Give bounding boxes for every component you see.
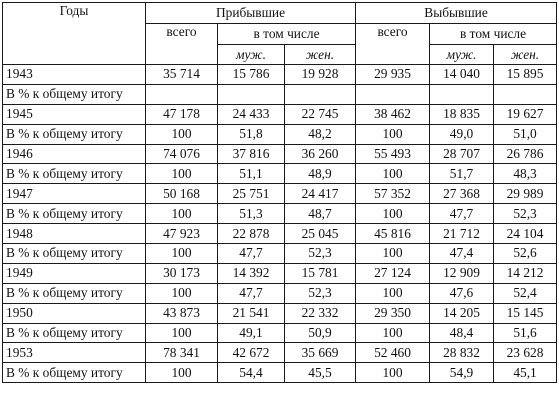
value-cell-d-f: 15 145 <box>494 303 557 323</box>
value-cell-a-f: 25 045 <box>285 224 356 244</box>
percent-cell-p-d-total: 100 <box>356 244 430 264</box>
value-cell-a-total: 43 873 <box>146 303 218 323</box>
table-row-year <box>3 224 557 244</box>
header-departed-total: всего <box>356 24 430 65</box>
percent-cell-p-d-m: 49,0 <box>430 124 494 144</box>
table-row-year <box>3 303 557 323</box>
percent-label-cell: В % к общему итогу <box>3 244 146 264</box>
table-row-year <box>3 263 557 283</box>
header-arrived-including: в том числе <box>218 24 356 45</box>
value-cell-d-f: 26 786 <box>494 144 557 164</box>
percent-cell-p-d-m <box>430 84 494 104</box>
value-cell-d-f: 14 212 <box>494 263 557 283</box>
value-cell-a-m: 15 786 <box>218 65 285 85</box>
header-years: Годы <box>3 3 146 65</box>
value-cell-d-total: 57 352 <box>356 184 430 204</box>
percent-cell-p-a-m: 51,1 <box>218 164 285 184</box>
value-cell-d-m: 27 368 <box>430 184 494 204</box>
table-row-percent <box>3 244 557 264</box>
percent-cell-p-d-f: 51,0 <box>494 124 557 144</box>
table-row-year <box>3 144 557 164</box>
percent-cell-p-d-m: 47,6 <box>430 283 494 303</box>
value-cell-d-f: 15 895 <box>494 65 557 85</box>
header-arrived: Прибывшие <box>146 3 356 24</box>
value-cell-d-total: 45 816 <box>356 224 430 244</box>
value-cell-d-m: 28 832 <box>430 343 494 363</box>
percent-cell-p-d-f: 52,6 <box>494 244 557 264</box>
value-cell-a-total: 35 714 <box>146 65 218 85</box>
header-arrived-total: всего <box>146 24 218 65</box>
value-cell-d-total: 29 350 <box>356 303 430 323</box>
percent-cell-p-d-m: 48,4 <box>430 323 494 343</box>
value-cell-d-f: 24 104 <box>494 224 557 244</box>
percent-cell-p-a-m: 51,3 <box>218 204 285 224</box>
migration-table <box>2 2 557 383</box>
value-cell-a-total: 74 076 <box>146 144 218 164</box>
value-cell-d-total: 55 493 <box>356 144 430 164</box>
percent-cell-p-d-total: 100 <box>356 124 430 144</box>
value-cell-a-total: 78 341 <box>146 343 218 363</box>
value-cell-a-total: 50 168 <box>146 184 218 204</box>
percent-label-cell: В % к общему итогу <box>3 84 146 104</box>
percent-cell-p-a-f: 48,9 <box>285 164 356 184</box>
percent-label-cell: В % к общему итогу <box>3 283 146 303</box>
percent-cell-p-d-f: 52,3 <box>494 204 557 224</box>
value-cell-d-m: 28 707 <box>430 144 494 164</box>
percent-cell-p-a-f: 52,3 <box>285 244 356 264</box>
value-cell-a-m: 42 672 <box>218 343 285 363</box>
value-cell-d-f: 23 628 <box>494 343 557 363</box>
percent-cell-p-a-total: 100 <box>146 164 218 184</box>
header-departed-female: жен. <box>494 45 557 65</box>
table-body <box>3 65 557 383</box>
value-cell-d-f: 29 989 <box>494 184 557 204</box>
percent-cell-p-d-m: 51,7 <box>430 164 494 184</box>
percent-cell-p-d-total <box>356 84 430 104</box>
percent-cell-p-d-f <box>494 84 557 104</box>
year-cell: 1943 <box>3 65 146 85</box>
value-cell-a-m: 25 751 <box>218 184 285 204</box>
percent-cell-p-a-f: 50,9 <box>285 323 356 343</box>
percent-cell-p-a-f: 52,3 <box>285 283 356 303</box>
header-departed: Выбывшие <box>356 3 557 24</box>
value-cell-d-m: 14 040 <box>430 65 494 85</box>
table-row-year <box>3 65 557 85</box>
percent-cell-p-a-f: 45,5 <box>285 363 356 383</box>
value-cell-d-m: 12 909 <box>430 263 494 283</box>
table-row-year <box>3 104 557 124</box>
value-cell-a-f: 22 745 <box>285 104 356 124</box>
percent-label-cell: В % к общему итогу <box>3 124 146 144</box>
percent-label-cell: В % к общему итогу <box>3 204 146 224</box>
table-header <box>3 3 557 65</box>
percent-cell-p-d-total: 100 <box>356 164 430 184</box>
value-cell-a-f: 19 928 <box>285 65 356 85</box>
percent-cell-p-a-total: 100 <box>146 363 218 383</box>
percent-cell-p-d-f: 45,1 <box>494 363 557 383</box>
percent-cell-p-a-total: 100 <box>146 124 218 144</box>
value-cell-d-total: 29 935 <box>356 65 430 85</box>
value-cell-d-total: 52 460 <box>356 343 430 363</box>
year-cell: 1949 <box>3 263 146 283</box>
header-departed-male: муж. <box>430 45 494 65</box>
percent-cell-p-a-m: 47,7 <box>218 283 285 303</box>
percent-cell-p-a-total: 100 <box>146 204 218 224</box>
table-row-percent <box>3 363 557 383</box>
value-cell-a-f: 35 669 <box>285 343 356 363</box>
value-cell-a-total: 47 178 <box>146 104 218 124</box>
percent-label-cell: В % к общему итогу <box>3 164 146 184</box>
value-cell-a-m: 21 541 <box>218 303 285 323</box>
value-cell-a-f: 36 260 <box>285 144 356 164</box>
year-cell: 1953 <box>3 343 146 363</box>
percent-cell-p-d-total: 100 <box>356 204 430 224</box>
percent-label-cell: В % к общему итогу <box>3 363 146 383</box>
table-row-percent <box>3 204 557 224</box>
percent-cell-p-d-m: 54,9 <box>430 363 494 383</box>
percent-cell-p-a-m: 49,1 <box>218 323 285 343</box>
percent-cell-p-a-f: 48,2 <box>285 124 356 144</box>
year-cell: 1947 <box>3 184 146 204</box>
value-cell-a-f: 24 417 <box>285 184 356 204</box>
value-cell-d-m: 14 205 <box>430 303 494 323</box>
percent-cell-p-a-f: 48,7 <box>285 204 356 224</box>
percent-cell-p-a-total <box>146 84 218 104</box>
percent-cell-p-d-f: 51,6 <box>494 323 557 343</box>
value-cell-d-total: 38 462 <box>356 104 430 124</box>
percent-cell-p-a-f <box>285 84 356 104</box>
percent-cell-p-d-f: 48,3 <box>494 164 557 184</box>
percent-cell-p-d-total: 100 <box>356 323 430 343</box>
table-row-percent <box>3 124 557 144</box>
value-cell-d-total: 27 124 <box>356 263 430 283</box>
value-cell-a-m: 37 816 <box>218 144 285 164</box>
value-cell-d-m: 21 712 <box>430 224 494 244</box>
percent-cell-p-a-m: 47,7 <box>218 244 285 264</box>
year-cell: 1945 <box>3 104 146 124</box>
percent-cell-p-d-m: 47,7 <box>430 204 494 224</box>
percent-cell-p-a-total: 100 <box>146 244 218 264</box>
table-row-percent <box>3 164 557 184</box>
value-cell-a-m: 22 878 <box>218 224 285 244</box>
percent-cell-p-a-total: 100 <box>146 323 218 343</box>
year-cell: 1950 <box>3 303 146 323</box>
value-cell-a-f: 15 781 <box>285 263 356 283</box>
table-row-percent <box>3 323 557 343</box>
table-row-percent <box>3 84 557 104</box>
value-cell-d-f: 19 627 <box>494 104 557 124</box>
value-cell-a-total: 30 173 <box>146 263 218 283</box>
percent-cell-p-d-total: 100 <box>356 283 430 303</box>
table-row-year <box>3 343 557 363</box>
header-arrived-male: муж. <box>218 45 285 65</box>
value-cell-d-m: 18 835 <box>430 104 494 124</box>
percent-cell-p-d-f: 52,4 <box>494 283 557 303</box>
percent-cell-p-d-m: 47,4 <box>430 244 494 264</box>
percent-cell-p-a-m: 51,8 <box>218 124 285 144</box>
header-arrived-female: жен. <box>285 45 356 65</box>
table-row-percent <box>3 283 557 303</box>
percent-cell-p-a-total: 100 <box>146 283 218 303</box>
value-cell-a-m: 24 433 <box>218 104 285 124</box>
value-cell-a-total: 47 923 <box>146 224 218 244</box>
value-cell-a-m: 14 392 <box>218 263 285 283</box>
year-cell: 1948 <box>3 224 146 244</box>
header-departed-including: в том числе <box>430 24 557 45</box>
percent-cell-p-a-m: 54,4 <box>218 363 285 383</box>
value-cell-a-f: 22 332 <box>285 303 356 323</box>
percent-cell-p-a-m <box>218 84 285 104</box>
percent-cell-p-d-total: 100 <box>356 363 430 383</box>
table-row-year <box>3 184 557 204</box>
percent-label-cell: В % к общему итогу <box>3 323 146 343</box>
year-cell: 1946 <box>3 144 146 164</box>
